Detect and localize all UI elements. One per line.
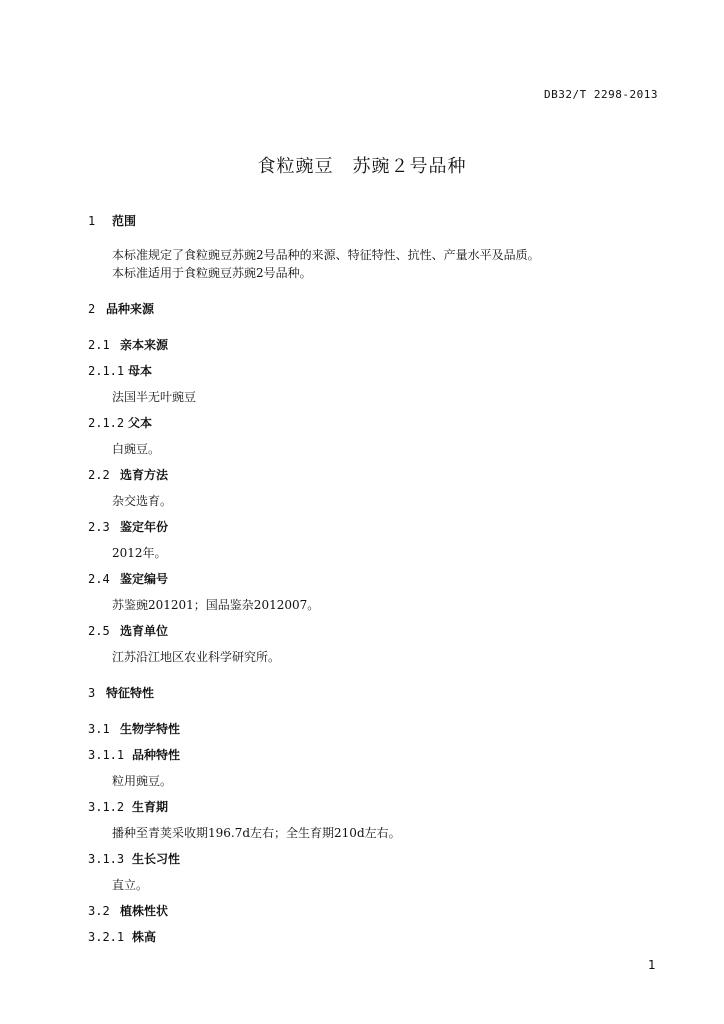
paragraph: 直立。 [112,878,149,892]
section-number: 3.1.1 [88,748,125,762]
section-heading-2-1 [88,336,168,353]
section-title: 亲本来源 [120,338,169,352]
section-title: 范围 [112,214,137,228]
section-heading-2-1-2 [88,414,152,431]
section-number: 1 [88,214,96,228]
paragraph: 本标准适用于食粒豌豆苏豌2号品种。 [112,266,312,280]
section-number: 3 [88,686,96,700]
section-heading-3 [88,684,154,701]
section-number: 3.2.1 [88,930,125,944]
section-title: 选育单位 [120,624,169,638]
paragraph: 2012年。 [112,546,167,560]
paragraph: 杂交选育。 [112,494,173,508]
section-heading-2-3 [88,518,168,535]
paragraph: 苏鉴豌201201；国品鉴杂2012007。 [112,598,320,612]
section-title: 特征特性 [106,686,155,700]
paragraph: 白豌豆。 [112,442,161,456]
section-title: 株高 [132,930,157,944]
page-number: 1 [648,958,656,972]
section-title: 生育期 [132,800,169,814]
section-heading-2-4 [88,570,168,587]
section-title: 品种特性 [132,748,181,762]
section-number: 2.1.1 [88,364,125,378]
section-title: 选育方法 [120,468,169,482]
paragraph: 本标准规定了食粒豌豆苏豌2号品种的来源、特征特性、抗性、产量水平及品质。 [112,248,540,262]
section-title: 品种来源 [106,302,155,316]
section-title: 鉴定年份 [120,520,169,534]
section-number: 2.5 [88,624,110,638]
section-title: 母本 [128,364,153,378]
section-heading-3-1-1 [88,746,180,763]
section-number: 2.2 [88,468,110,482]
section-heading-2-2 [88,466,168,483]
section-number: 2.1.2 [88,416,125,430]
section-heading-3-2 [88,902,168,919]
section-number: 3.1.2 [88,800,125,814]
section-title: 生长习性 [132,852,181,866]
section-heading-2 [88,300,154,317]
section-heading-2-5 [88,622,168,639]
section-heading-1 [88,212,136,229]
document-title: 食粒豌豆 苏豌２号品种 [257,156,467,177]
paragraph: 法国半无叶豌豆 [112,390,197,404]
section-title: 父本 [128,416,153,430]
section-title: 植株性状 [120,904,169,918]
section-title: 鉴定编号 [120,572,169,586]
standard-code: DB32/T 2298-2013 [544,88,658,101]
section-number: 2.3 [88,520,110,534]
paragraph: 江苏沿江地区农业科学研究所。 [112,650,281,664]
section-title: 生物学特性 [120,722,181,736]
section-number: 2.4 [88,572,110,586]
section-heading-3-1-2 [88,798,168,815]
paragraph: 粒用豌豆。 [112,774,173,788]
section-number: 2.1 [88,338,110,352]
section-number: 3.1.3 [88,852,125,866]
section-heading-3-1 [88,720,180,737]
section-number: 2 [88,302,96,316]
section-heading-2-1-1 [88,362,152,379]
section-number: 3.1 [88,722,110,736]
section-heading-3-1-3 [88,850,180,867]
paragraph: 播种至青荚采收期196.7d左右；全生育期210d左右。 [112,826,401,840]
section-heading-3-2-1 [88,928,156,945]
section-number: 3.2 [88,904,110,918]
